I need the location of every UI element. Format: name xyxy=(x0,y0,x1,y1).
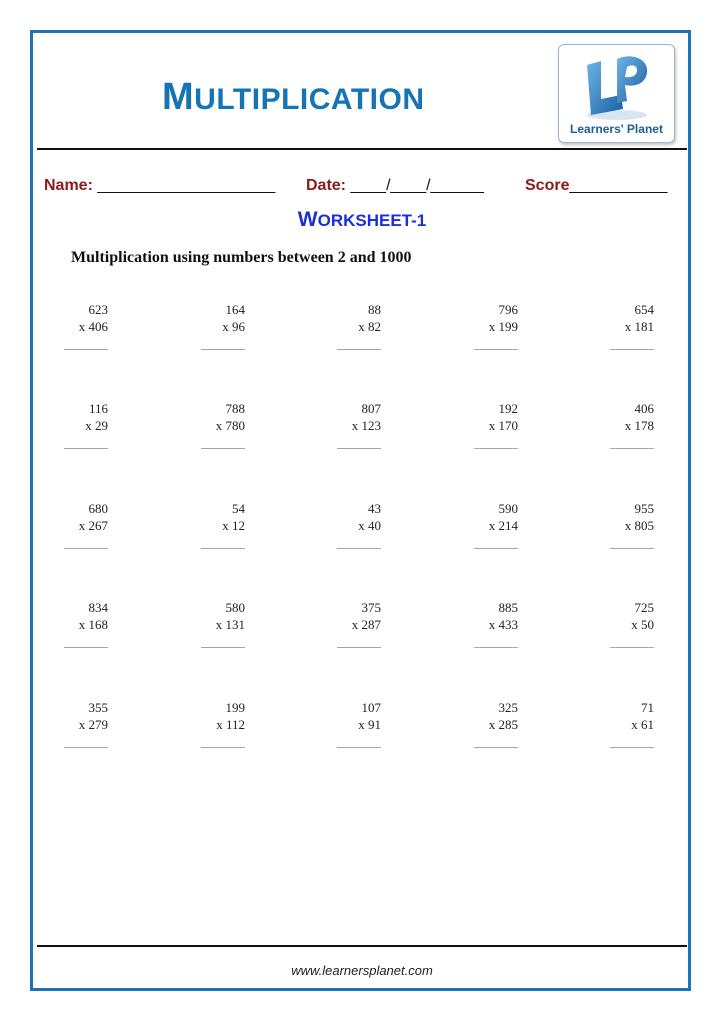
problem-multiplicand: 725 xyxy=(634,600,654,615)
problem-3-5 xyxy=(608,500,654,549)
title-rest: ULTIPLICATION xyxy=(194,83,425,116)
worksheet-title-rest: ORKSHEET-1 xyxy=(317,211,427,230)
problem-multiplier: x 199 xyxy=(488,319,518,334)
problem-multiplicand: 164 xyxy=(225,302,245,317)
header-divider xyxy=(37,148,687,150)
answer-line[interactable] xyxy=(337,747,381,748)
answer-line[interactable] xyxy=(610,448,654,449)
title-initial: M xyxy=(162,76,195,118)
problem-2-2 xyxy=(199,400,245,449)
instructions: Multiplication using numbers between 2 and 1000 xyxy=(71,249,412,266)
footer-divider xyxy=(37,945,687,947)
problem-multiplicand: 955 xyxy=(634,501,654,516)
answer-line[interactable] xyxy=(610,747,654,748)
problem-multiplicand: 375 xyxy=(361,600,381,615)
problem-multiplier: x 267 xyxy=(78,518,108,533)
answer-line[interactable] xyxy=(610,548,654,549)
problem-multiplier: x 285 xyxy=(488,717,518,732)
score-blank[interactable]: ___________ xyxy=(569,177,668,194)
problem-multiplier: x 61 xyxy=(631,717,654,732)
answer-line[interactable] xyxy=(610,647,654,648)
problem-multiplier: x 123 xyxy=(351,418,381,433)
problem-5-3 xyxy=(335,699,381,748)
problem-multiplier: x 82 xyxy=(358,319,381,334)
problem-multiplier: x 178 xyxy=(624,418,654,433)
page-title xyxy=(162,76,425,119)
problem-multiplier: x 50 xyxy=(631,617,654,632)
problem-multiplicand: 885 xyxy=(498,600,518,615)
answer-line[interactable] xyxy=(337,448,381,449)
answer-line[interactable] xyxy=(64,548,108,549)
problem-multiplier: x 406 xyxy=(78,319,108,334)
answer-line[interactable] xyxy=(474,548,518,549)
answer-line[interactable] xyxy=(337,647,381,648)
score-label: Score xyxy=(525,177,570,194)
problem-multiplier: x 29 xyxy=(85,418,108,433)
problem-multiplier: x 279 xyxy=(78,717,108,732)
answer-line[interactable] xyxy=(474,448,518,449)
problem-multiplier: x 12 xyxy=(222,518,245,533)
answer-line[interactable] xyxy=(201,349,245,350)
problem-multiplicand: 71 xyxy=(641,700,654,715)
problem-multiplicand: 406 xyxy=(634,401,654,416)
answer-line[interactable] xyxy=(474,349,518,350)
problem-multiplicand: 107 xyxy=(361,700,381,715)
problem-multiplicand: 590 xyxy=(498,501,518,516)
problem-multiplicand: 834 xyxy=(88,600,108,615)
answer-line[interactable] xyxy=(64,747,108,748)
problem-multiplier: x 287 xyxy=(351,617,381,632)
answer-line[interactable] xyxy=(64,647,108,648)
lp-logo-icon xyxy=(577,51,657,123)
date-label: Date: xyxy=(306,177,347,194)
answer-line[interactable] xyxy=(474,647,518,648)
worksheet-title xyxy=(0,208,724,232)
problem-5-1 xyxy=(62,699,108,748)
problem-1-4 xyxy=(472,301,518,350)
problem-multiplicand: 788 xyxy=(225,401,245,416)
problem-multiplicand: 116 xyxy=(88,401,108,416)
problem-2-5 xyxy=(608,400,654,449)
problem-multiplier: x 181 xyxy=(624,319,654,334)
logo-text: Learners' Planet xyxy=(570,122,663,136)
score-field xyxy=(525,177,667,195)
problem-multiplicand: 623 xyxy=(88,302,108,317)
problem-4-2 xyxy=(199,599,245,648)
problem-multiplier: x 214 xyxy=(488,518,518,533)
problem-5-2 xyxy=(199,699,245,748)
name-label: Name: xyxy=(44,177,93,194)
problem-multiplicand: 88 xyxy=(368,302,381,317)
footer-url: www.learnersplanet.com xyxy=(291,963,433,978)
problem-4-4 xyxy=(472,599,518,648)
problem-multiplier: x 112 xyxy=(216,717,245,732)
date-blank[interactable]: ____/____/______ xyxy=(350,177,484,194)
answer-line[interactable] xyxy=(610,349,654,350)
problem-3-3 xyxy=(335,500,381,549)
problem-multiplicand: 654 xyxy=(634,302,654,317)
problem-multiplier: x 91 xyxy=(358,717,381,732)
problem-4-1 xyxy=(62,599,108,648)
worksheet-title-initial: W xyxy=(297,208,318,231)
problem-2-3 xyxy=(335,400,381,449)
problem-multiplicand: 199 xyxy=(225,700,245,715)
answer-line[interactable] xyxy=(337,349,381,350)
problem-multiplicand: 325 xyxy=(498,700,518,715)
problem-multiplicand: 355 xyxy=(88,700,108,715)
problem-multiplicand: 680 xyxy=(88,501,108,516)
date-field xyxy=(306,177,484,195)
problem-multiplicand: 192 xyxy=(498,401,518,416)
answer-line[interactable] xyxy=(64,349,108,350)
problem-4-3 xyxy=(335,599,381,648)
answer-line[interactable] xyxy=(201,647,245,648)
answer-line[interactable] xyxy=(201,548,245,549)
problem-multiplier: x 131 xyxy=(215,617,245,632)
problem-3-4 xyxy=(472,500,518,549)
problem-1-1 xyxy=(62,301,108,350)
answer-line[interactable] xyxy=(201,747,245,748)
learners-planet-logo xyxy=(558,44,675,143)
name-blank[interactable]: ____________________ xyxy=(97,177,276,194)
problem-4-5 xyxy=(608,599,654,648)
problem-multiplier: x 96 xyxy=(222,319,245,334)
problem-3-1 xyxy=(62,500,108,549)
name-field xyxy=(44,177,275,195)
problem-multiplier: x 170 xyxy=(488,418,518,433)
problem-multiplier: x 780 xyxy=(215,418,245,433)
answer-line[interactable] xyxy=(201,448,245,449)
problem-multiplicand: 807 xyxy=(361,401,381,416)
problem-multiplier: x 805 xyxy=(624,518,654,533)
problem-multiplicand: 54 xyxy=(232,501,245,516)
problem-3-2 xyxy=(199,500,245,549)
answer-line[interactable] xyxy=(337,548,381,549)
problem-5-5 xyxy=(608,699,654,748)
problem-multiplier: x 433 xyxy=(488,617,518,632)
problem-1-2 xyxy=(199,301,245,350)
answer-line[interactable] xyxy=(64,448,108,449)
problem-multiplicand: 796 xyxy=(498,302,518,317)
problem-2-4 xyxy=(472,400,518,449)
problem-1-5 xyxy=(608,301,654,350)
problem-multiplicand: 43 xyxy=(368,501,381,516)
answer-line[interactable] xyxy=(474,747,518,748)
problem-2-1 xyxy=(62,400,108,449)
problem-multiplier: x 40 xyxy=(358,518,381,533)
problem-multiplicand: 580 xyxy=(225,600,245,615)
problem-1-3 xyxy=(335,301,381,350)
problem-5-4 xyxy=(472,699,518,748)
problem-multiplier: x 168 xyxy=(78,617,108,632)
